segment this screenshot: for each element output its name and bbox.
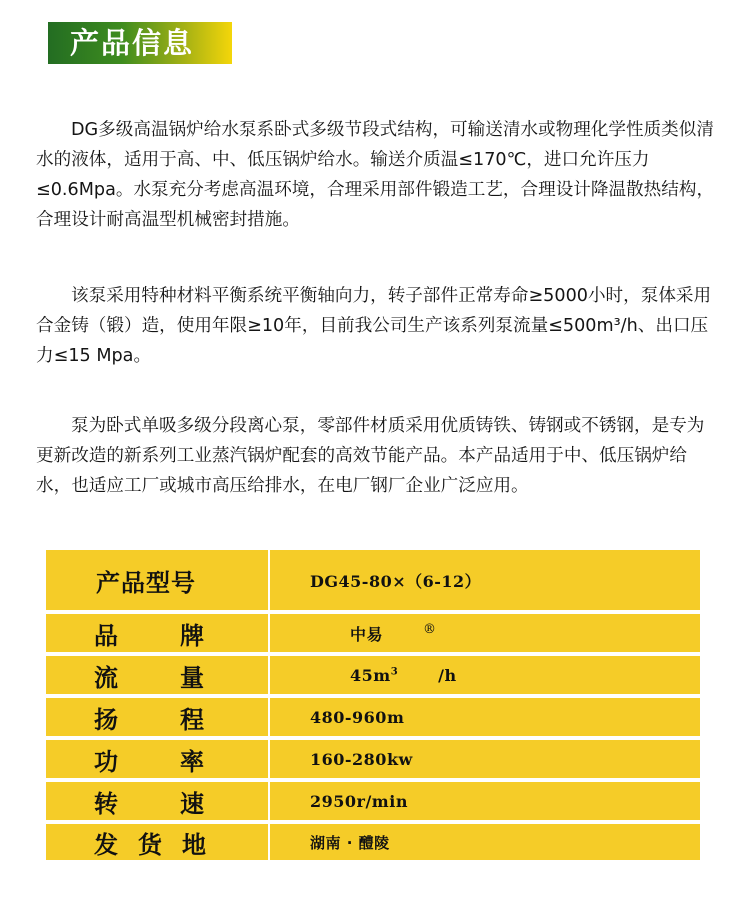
spec-label: [46, 740, 268, 778]
spec-label-char: 功: [94, 747, 118, 776]
intro-paragraph: 泵为卧式单吸多级分段离心泵，零部件材质采用优质铸铁、铸钢或不锈钢，是专为更新改造的新系列工业蒸汽锅炉配套的高效节能产品。本产品适用于中、低压锅炉给水，也适应工厂或城市高压给排水，在电厂钢厂企业广泛应用。: [36, 416, 705, 496]
spec-label-char: 牌: [180, 621, 204, 650]
section-header: [48, 22, 232, 64]
speed-value: 2950r/min: [310, 791, 408, 811]
spec-label-char: 率: [180, 747, 204, 776]
intro-paragraph: 该泵采用特种材料平衡系统平衡轴向力，转子部件正常寿命≥5000小时，泵体采用合金铸（锻）造，使用年限≥10年，目前我公司生产该系列泵流量≤500m³/h、出口压力≤15 Mpa。: [36, 286, 712, 366]
spec-row-model: [46, 550, 700, 610]
origin-value: 湖南 · 醴陵: [310, 833, 390, 852]
spec-value: [270, 782, 700, 820]
spec-value: [270, 550, 700, 610]
spec-row-head: [46, 698, 700, 736]
spec-label-char: 程: [180, 705, 204, 734]
head-value: 480-960m: [310, 707, 405, 727]
flow-value: 45m: [350, 665, 391, 685]
spec-label: [46, 824, 268, 860]
spec-label-char: 货: [138, 830, 162, 859]
spec-label-char: 品: [94, 621, 118, 650]
flow-exponent: 3: [390, 666, 399, 678]
spec-label-char: 转: [94, 789, 118, 818]
spec-label-char: 量: [180, 663, 204, 692]
registered-mark: ®: [423, 622, 437, 638]
spec-row-brand: [46, 614, 700, 652]
spec-label: [46, 656, 268, 694]
spec-value: [270, 614, 700, 652]
spec-value: [270, 656, 700, 694]
spec-value: [270, 698, 700, 736]
flow-unit: /h: [438, 665, 457, 685]
spec-table: [46, 550, 700, 860]
spec-value: [270, 740, 700, 778]
model-value: DG45-80×（6-12）: [310, 571, 482, 591]
spec-label-char: 速: [180, 789, 204, 818]
spec-label: [46, 698, 268, 736]
spec-row-origin: [46, 824, 700, 860]
spec-row-power: [46, 740, 700, 778]
spec-label-char: 地: [182, 830, 206, 859]
brand-value: 中易: [350, 624, 384, 644]
spec-label-char: 流: [94, 663, 118, 692]
intro-paragraph: DG多级高温锅炉给水泵系卧式多级节段式结构，可输送清水或物理化学性质类似清水的液体，适用于高、中、低压锅炉给水。输送介质温≤170℃，进口允许压力≤0.6Mpa。水泵充分考虑高温环境，合理采用部件锻造工艺，合理设计降温散热结构，合理设计耐高温型机械密封措施。: [36, 120, 715, 230]
spec-label-char: 发: [94, 830, 118, 859]
spec-label: [46, 782, 268, 820]
spec-label-char: 扬: [94, 705, 118, 734]
power-value: 160-280kw: [310, 749, 413, 769]
spec-value: [270, 824, 700, 860]
spec-row-flow: [46, 656, 700, 694]
spec-row-speed: [46, 782, 700, 820]
spec-label: [46, 614, 268, 652]
spec-label: [46, 550, 268, 610]
section-title: 产品信息: [70, 26, 195, 60]
spec-label-text: 产品型号: [96, 568, 196, 597]
